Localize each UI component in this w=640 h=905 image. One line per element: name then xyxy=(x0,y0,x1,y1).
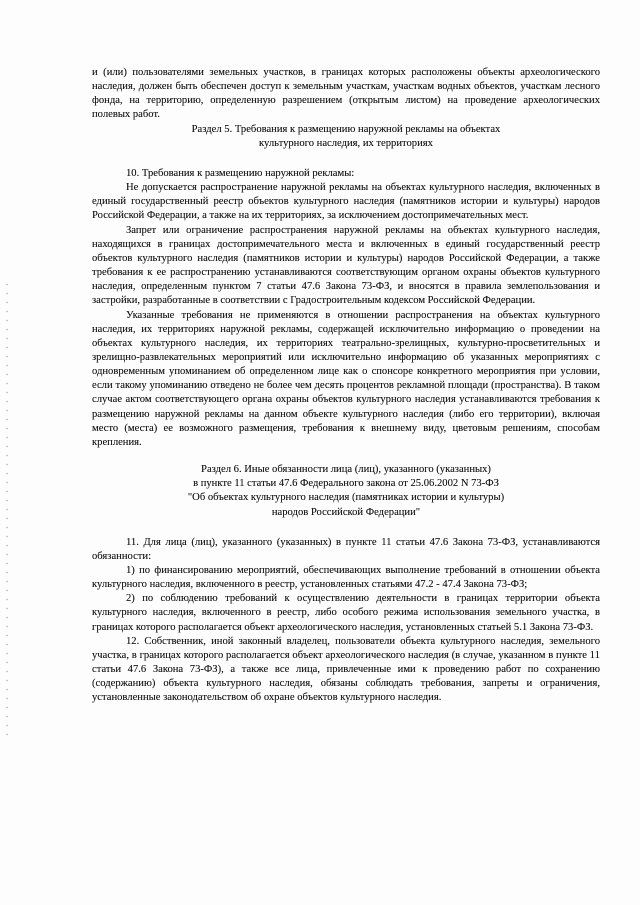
section-5-title-line-2: культурного наследия, их территориях xyxy=(259,137,433,149)
section-5-title-line-1: Раздел 5. Требования к размещению наружной рекламы на объектах xyxy=(191,123,501,135)
section-6-title-line-4: народов Российской Федерации" xyxy=(271,506,421,518)
section-6-title-line-2: в пункте 11 статьи 47.6 Федерального закона от 25.06.2002 N 73-ФЗ xyxy=(193,478,499,490)
item-11-heading: 11. Для лица (лиц), указанного (указанных) в пункте 11 статьи 47.6 Закона 73-ФЗ, устанавливаются обязанности: xyxy=(92,536,600,562)
intro-paragraph: и (или) пользователями земельных участков, в границах которых расположены объекты археологического наследия, должен быть обеспечен доступ к земельным участкам, участкам водных объектов, участкам лесного фонда, на территорию, определенную разрешением (открытым листом) на проведение археологических полевых работ. xyxy=(92,67,600,121)
item-10-heading: 10. Требования к размещению наружной рекламы: xyxy=(126,167,355,179)
section-6-title-line-1: Раздел 6. Иные обязанности лица (лиц), указанного (указанных) xyxy=(201,464,491,476)
item-11-subitem-2: 2) по соблюдению требований к осуществлению деятельности в границах территории объекта культурного наследия, включенного в реестр, либо особого режима использования земельного участка, в границах которого располагается объект археологического наследия, установленных статьей 5.1 Закона 73-ФЗ. xyxy=(92,593,600,633)
item-12-paragraph: 12. Собственник, иной законный владелец, пользователи объекта культурного наследия, земельного участка, в границах которого располагается объект археологического наследия (в случае, указанном в пункте 11 статьи 47.6 Закона 73-ФЗ), а также все лица, привлеченные ими к проведению работ по сохранению (содержанию) объекта культурного наследия, обязаны соблюдать требования, запреты и ограничения, установленные законодательством об охране объектов культурного наследия. xyxy=(92,635,600,704)
item-10-paragraph-3: Указанные требования не применяются в отношении распространения на объектах культурного наследия, их территориях наружной рекламы, содержащей исключительно информацию о проведении на объектах культурного наследия, их территориях театрально-зрелищных, культурно-просветительных и зрелищно-развлекательных мероприятий или исключительно информацию об указанных мероприятиях с одновременным упоминанием об определенном лице как о спонсоре конкретного мероприятия при условии, если такому упоминанию отведено не более чем десять процентов рекламной площади (пространства). В таком случае актом соответствующего органа охраны объектов культурного наследия устанавливаются требования к размещению наружной рекламы на данном объекте культурного наследия (либо его территории), включая место (места) ее возможного размещения, требования к внешнему виду, цветовым решениям, способам крепления. xyxy=(92,309,600,448)
item-11-subitem-1: 1) по финансированию мероприятий, обеспечивающих выполнение требований в отношении объекта культурного наследия, включенного в реестр, установленных статьями 47.2 - 47.4 Закона 73-ФЗ; xyxy=(92,565,600,591)
item-10-paragraph-1: Не допускается распространение наружной рекламы на объектах культурного наследия, включенных в единый государственный реестр объектов культурного наследия (памятников истории и культуры) народов Российской Федерации, а также на их территориях, за исключением достопримечательных мест. xyxy=(92,182,600,222)
section-6-title-line-3: "Об объектах культурного наследия (памятниках истории и культуры) xyxy=(187,492,505,504)
document-body xyxy=(92,66,600,706)
item-10-paragraph-2: Запрет или ограничение распространения наружной рекламы на объектах культурного наследия, находящихся в границах достопримечательного места и включенных в единый государственный реестр объектов культурного наследия (памятников истории и культуры) народов Российской Федерации, а также требования к ее распространению устанавливаются соответствующим органом охраны объектов культурного наследия, определенным пунктом 7 статьи 47.6 Закона 73-ФЗ, и вносятся в правила землепользования и застройки, разработанные в соответствии с Градостроительным кодексом Российской Федерации. xyxy=(92,224,600,307)
margin-scan-artifact xyxy=(6,280,8,740)
